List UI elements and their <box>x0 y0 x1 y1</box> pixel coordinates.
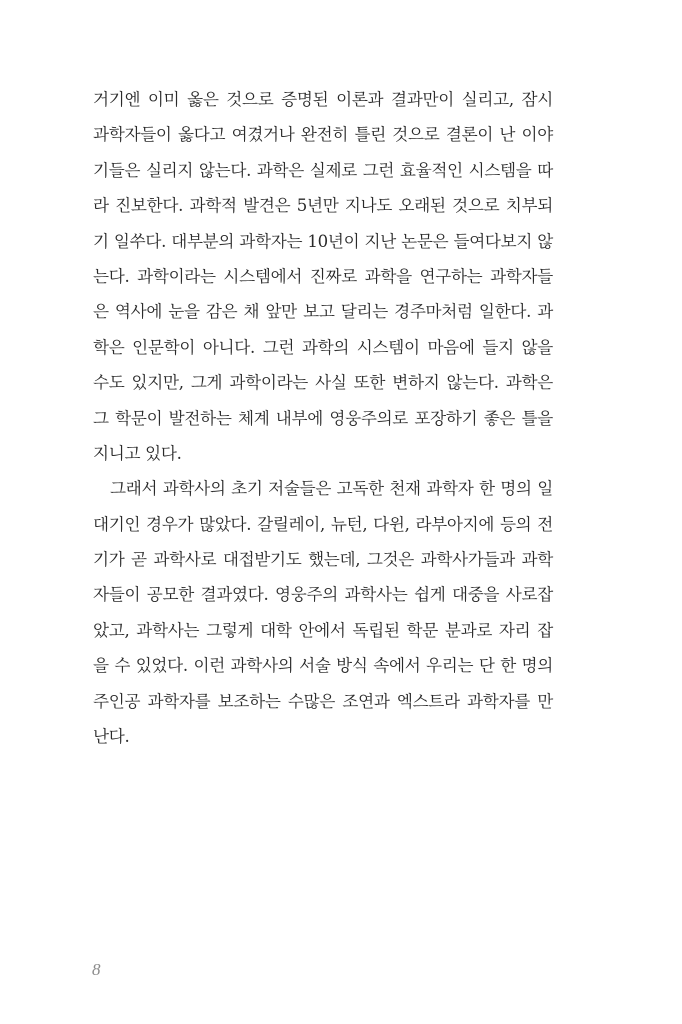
text-line: 거기엔 이미 옳은 것으로 증명된 이론과 결과만이 실리고, 잠시 <box>93 90 553 109</box>
text-line: 기 일쑤다. 대부분의 과학자는 10년이 지난 논문은 들여다보지 않 <box>93 231 553 251</box>
text-line: 난다. <box>93 727 130 747</box>
text-line: 그래서 과학사의 초기 저술들은 고독한 천재 과학자 한 명의 일 <box>110 479 553 499</box>
page-number: 8 <box>92 960 101 979</box>
paragraph <box>93 475 553 758</box>
text-line: 주인공 과학자를 보조하는 수많은 조연과 엑스트라 과학자를 만 <box>93 691 553 711</box>
text-line: 는다. 과학이라는 시스템에서 진짜로 과학을 연구하는 과학자들 <box>93 266 553 286</box>
text-line: 기가 곧 과학사로 대접받기도 했는데, 그것은 과학사가들과 과학 <box>93 550 553 570</box>
text-line: 수도 있지만, 그게 과학이라는 사실 또한 변하지 않는다. 과학은 <box>93 373 553 393</box>
text-line: 기들은 실리지 않는다. 과학은 실제로 그런 효율적인 시스템을 따 <box>93 160 553 180</box>
text-line: 았고, 과학사는 그렇게 대학 안에서 독립된 학문 분과로 자리 잡 <box>93 620 553 640</box>
text-line: 라 진보한다. 과학적 발견은 5년만 지나도 오래된 것으로 치부되 <box>93 196 553 216</box>
text-line: 대기인 경우가 많았다. 갈릴레이, 뉴턴, 다윈, 라부아지에 등의 전 <box>93 514 553 534</box>
text-line: 과학자들이 옳다고 여겼거나 완전히 틀린 것으로 결론이 난 이야 <box>93 125 553 145</box>
text-line: 지니고 있다. <box>93 443 182 463</box>
text-line: 자들이 공모한 결과였다. 영웅주의 과학사는 쉽게 대중을 사로잡 <box>93 585 553 605</box>
text-line: 을 수 있었다. 이런 과학사의 서술 방식 속에서 우리는 단 한 명의 <box>93 656 553 676</box>
text-line: 그 학문이 발전하는 체계 내부에 영웅주의로 포장하기 좋은 틀을 <box>93 408 553 428</box>
text-line: 학은 인문학이 아니다. 그런 과학의 시스템이 마음에 들지 않을 <box>93 337 553 357</box>
text-line: 은 역사에 눈을 감은 채 앞만 보고 달리는 경주마처럼 일한다. 과 <box>93 302 553 322</box>
body-text <box>93 86 553 758</box>
paragraph <box>93 86 553 475</box>
